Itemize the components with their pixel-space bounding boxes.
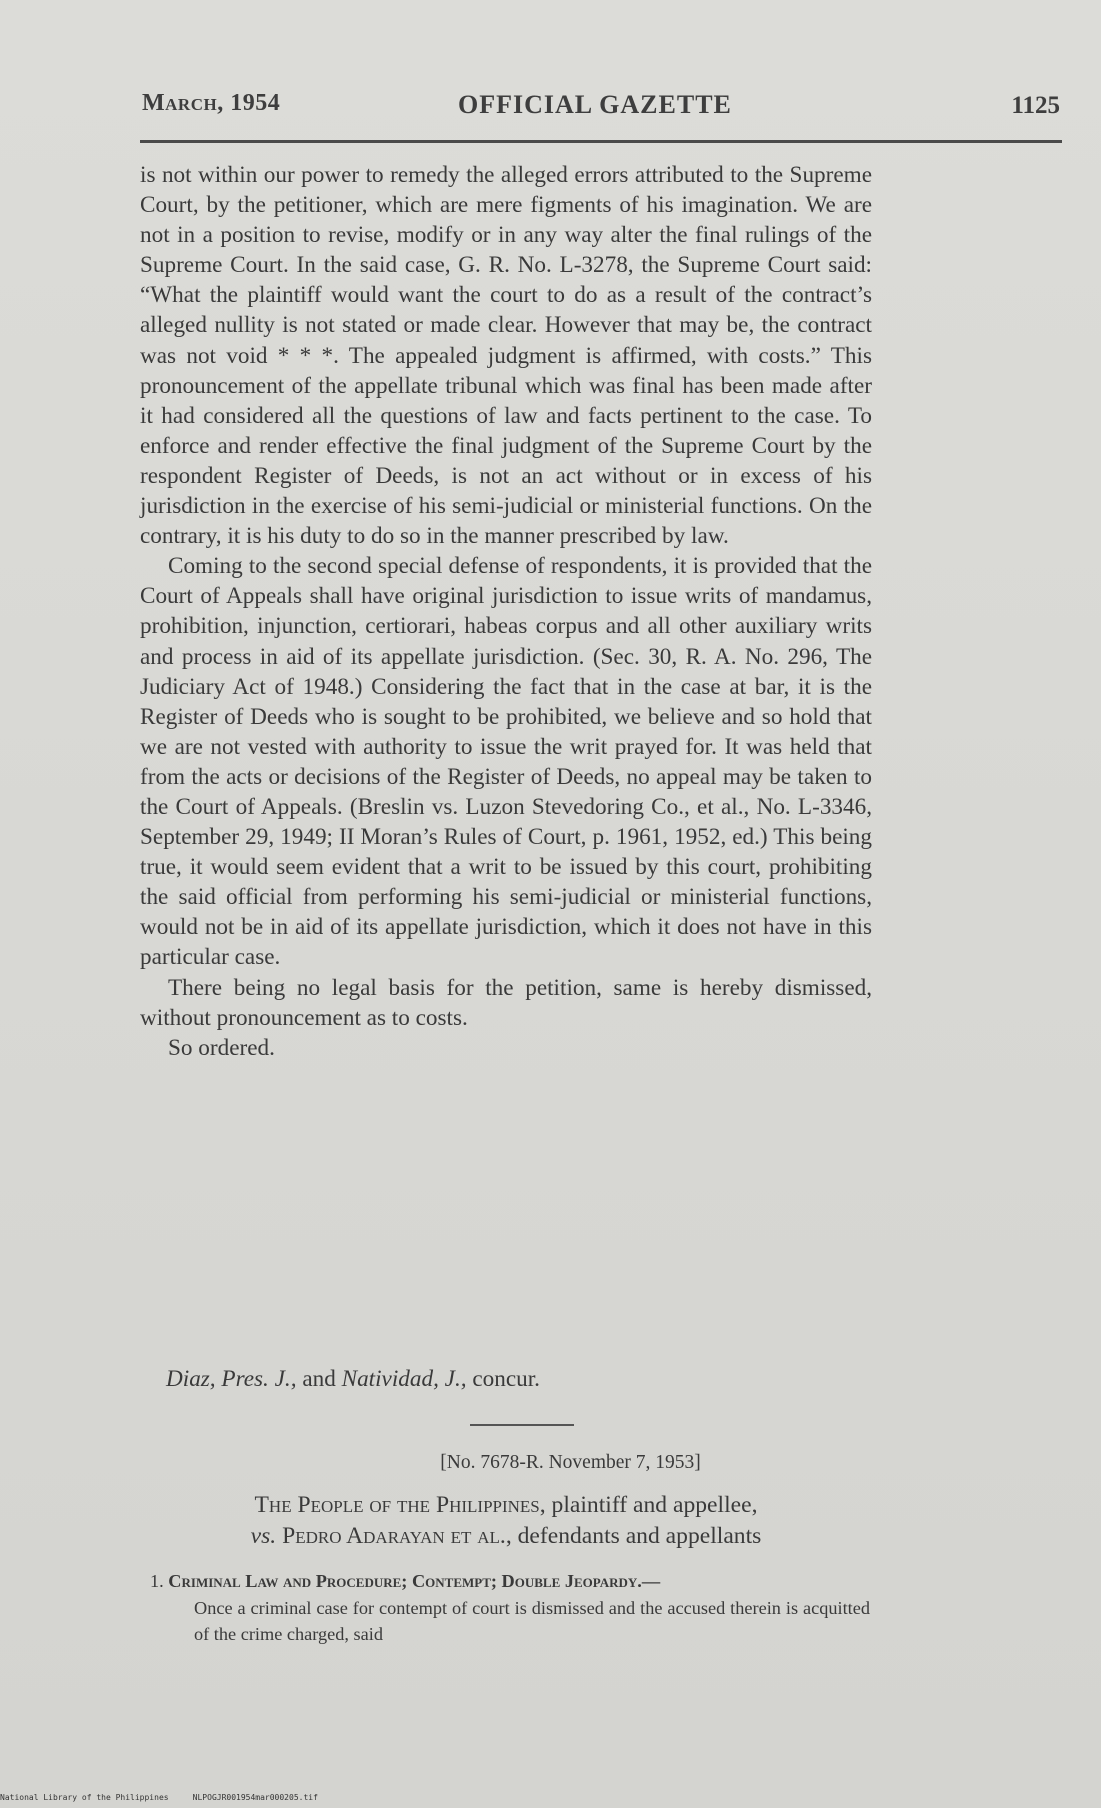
case-parties bbox=[138, 1490, 874, 1552]
concurrence-conjunction: and bbox=[296, 1366, 342, 1392]
scan-footer bbox=[0, 1793, 318, 1802]
paragraph-second-defense: Coming to the second special defense of respondents, it is provided that the Court of Appeals shall have original jurisdiction to issue writs of mandamus, prohibition, injunction, certiorari, habeas corpus and all other auxiliary writs and process in aid of its appellate jurisdiction. (Sec. 30, R. A. No. 296, The Judiciary Act of 1948.) Considering the fact that in the case at bar, it is the Register of Deeds who is sought to be prohibited, we believe and so hold that we are not vested with authority to issue the writ prayed for. It was held that from the acts or decisions of the Register of Deeds, no appeal may be taken to the Court of Appeals. (Breslin vs. Luzon Stevedoring Co., et al., No. L-3346, September 29, 1949; II Moran’s Rules of Court, p. 1961, 1952, ed.) This being true, it would seem evident that a writ to be issued by this court, prohibiting the said official from performing his semi-judicial or ministerial functions, would not be in aid of its appellate jurisdiction, which it does not have in this particular case. bbox=[140, 553, 872, 971]
footer-filename: NLPOGJR001954mar000205.tif bbox=[192, 1793, 318, 1802]
page-number: 1125 bbox=[1011, 92, 1060, 119]
header-title: OFFICIAL GAZETTE bbox=[458, 90, 732, 119]
concurrence-verb: concur. bbox=[466, 1366, 540, 1392]
syllabus-heading: Criminal Law and Procedure; Contempt; Double Jeopardy.— bbox=[168, 1571, 661, 1591]
decision-body bbox=[140, 160, 872, 1063]
defendant-role: defendants and appellants bbox=[511, 1523, 762, 1549]
concurring-judge-1: Diaz, Pres. J., bbox=[166, 1366, 297, 1392]
paragraph-dismissal: There being no legal basis for the petition, same is hereby dismissed, without pronouncement as to costs. bbox=[140, 974, 872, 1031]
plaintiff-name: The People of the Philippines, bbox=[254, 1492, 546, 1518]
syllabus bbox=[150, 1568, 870, 1648]
concurrence-line bbox=[166, 1366, 540, 1393]
paragraph-so-ordered: So ordered. bbox=[168, 1034, 275, 1061]
syllabus-number: 1. bbox=[150, 1571, 164, 1591]
paragraph-continuation: is not within our power to remedy the alleged errors attributed to the Supreme Court, by the petitioner, which are mere figments of his imagination. We are not in a position to revise, modify or in any way alter the final rulings of the Supreme Court. In the said case, G. R. No. L-3278, the Supreme Court said: “What the plaintiff would want the court to do as a result of the contract’s alleged nullity is not stated or made clear. However that may be, the contract was not void * * *. The appealed judgment is affirmed, with costs.” This pronouncement of the appellate tribunal which was final has been made after it had considered all the questions of law and facts pertinent to the case. To enforce and render effective the final judgment of the Supreme Court by the respondent Register of Deeds, is not an act without or in excess of his jurisdiction in the exercise of his semi-judicial or ministerial functions. On the contrary, it is his duty to do so in the manner prescribed by law. bbox=[140, 162, 872, 550]
case-docket: [No. 7678-R. November 7, 1953] bbox=[440, 1452, 701, 1473]
syllabus-text: Once a criminal case for contempt of court is dismissed and the accused therein is acquitted of the crime charged, said bbox=[194, 1597, 870, 1644]
page-header bbox=[142, 90, 1060, 130]
plaintiff-role: plaintiff and appellee, bbox=[545, 1492, 758, 1518]
concurring-judge-2: Natividad, J., bbox=[341, 1366, 467, 1392]
versus: vs. bbox=[250, 1523, 277, 1549]
footer-library: National Library of the Philippines bbox=[0, 1793, 169, 1802]
header-date: March, 1954 bbox=[142, 90, 281, 116]
syllabus-item bbox=[150, 1568, 870, 1595]
header-rule bbox=[140, 140, 1062, 143]
defendant-name: Pedro Adarayan et al., bbox=[276, 1523, 512, 1549]
section-divider bbox=[470, 1424, 574, 1426]
